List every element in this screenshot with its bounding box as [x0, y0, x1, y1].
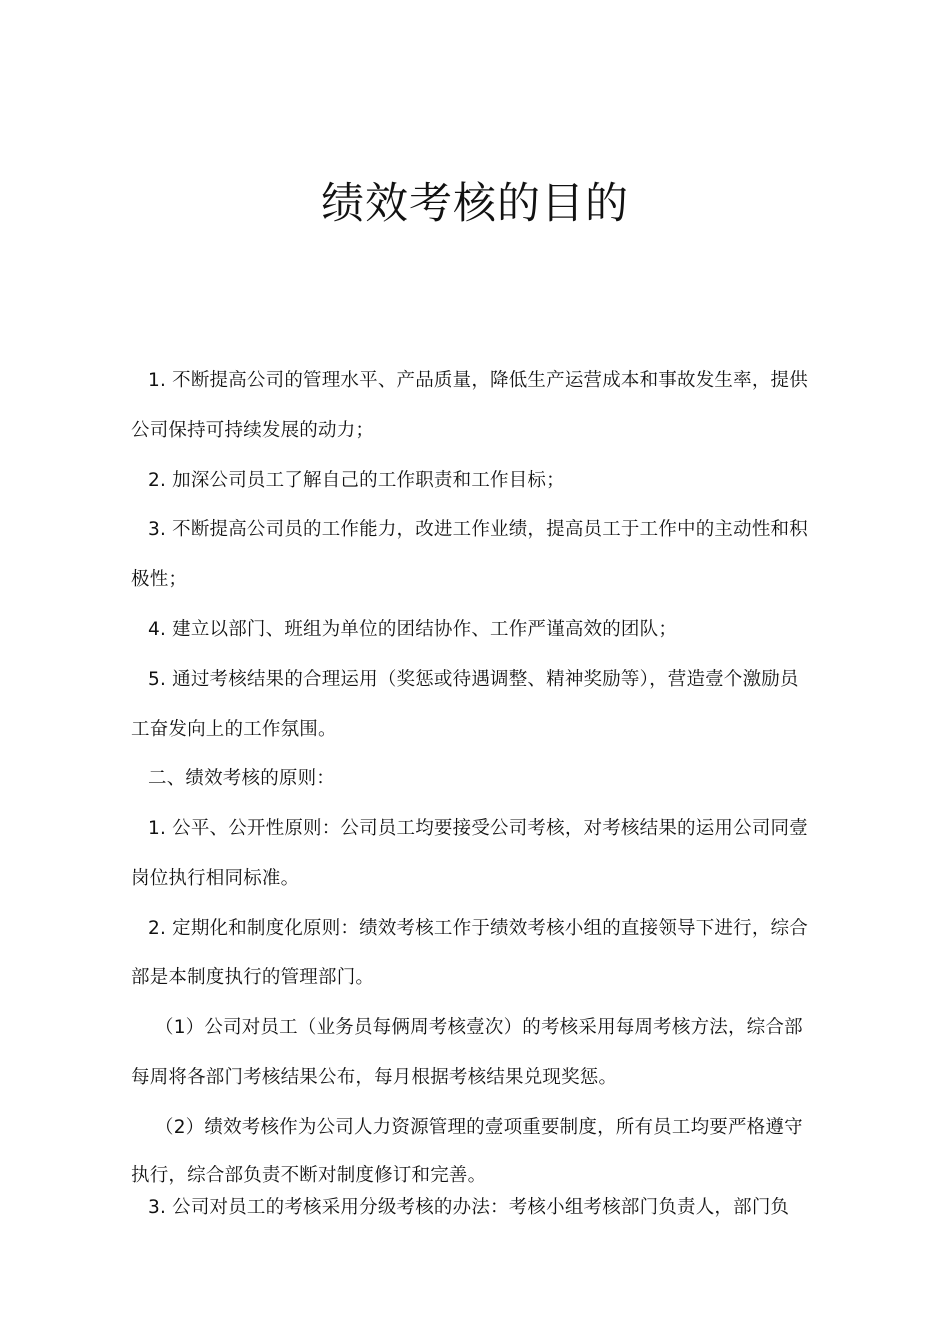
- document-title: 绩效考核的目的: [321, 179, 629, 229]
- paragraph-line: 每周将各部门考核结果公布，每月根据考核结果兑现奖惩。: [131, 1067, 618, 1088]
- paragraph-line: 公司保持可持续发展的动力；: [131, 420, 375, 441]
- paragraph-line: 工奋发向上的工作氛围。: [131, 719, 337, 740]
- paragraph-line: 5. 通过考核结果的合理运用（奖惩或待遇调整、精神奖励等），营造壹个激励员: [148, 669, 799, 690]
- paragraph-line: （2）绩效考核作为公司人力资源管理的壹项重要制度，所有员工均要严格遵守: [155, 1117, 803, 1138]
- paragraph-line: 4. 建立以部门、班组为单位的团结协作、工作严谨高效的团队；: [148, 619, 678, 640]
- paragraph-line: 1. 公平、公开性原则：公司员工均要接受公司考核，对考核结果的运用公司同壹: [148, 818, 808, 839]
- paragraph-line: 3. 公司对员工的考核采用分级考核的办法：考核小组考核部门负责人，部门负: [148, 1197, 790, 1218]
- paragraph-line: 部是本制度执行的管理部门。: [131, 967, 375, 988]
- paragraph-line: 执行，综合部负责不断对制度修订和完善。: [131, 1165, 487, 1186]
- section-heading: 二、绩效考核的原则：: [148, 768, 336, 789]
- paragraph-line: 3. 不断提高公司员的工作能力，改进工作业绩，提高员工于工作中的主动性和积: [148, 519, 808, 540]
- paragraph-line: 极性；: [131, 569, 188, 590]
- paragraph-line: 2. 定期化和制度化原则：绩效考核工作于绩效考核小组的直接领导下进行，综合: [148, 918, 808, 939]
- paragraph-line: （1）公司对员工（业务员每俩周考核壹次）的考核采用每周考核方法，综合部: [155, 1017, 803, 1038]
- paragraph-line: 2. 加深公司员工了解自己的工作职责和工作目标；: [148, 470, 565, 491]
- paragraph-line: 岗位执行相同标准。: [131, 868, 300, 889]
- paragraph-line: 1. 不断提高公司的管理水平、产品质量，降低生产运营成本和事故发生率，提供: [148, 370, 808, 391]
